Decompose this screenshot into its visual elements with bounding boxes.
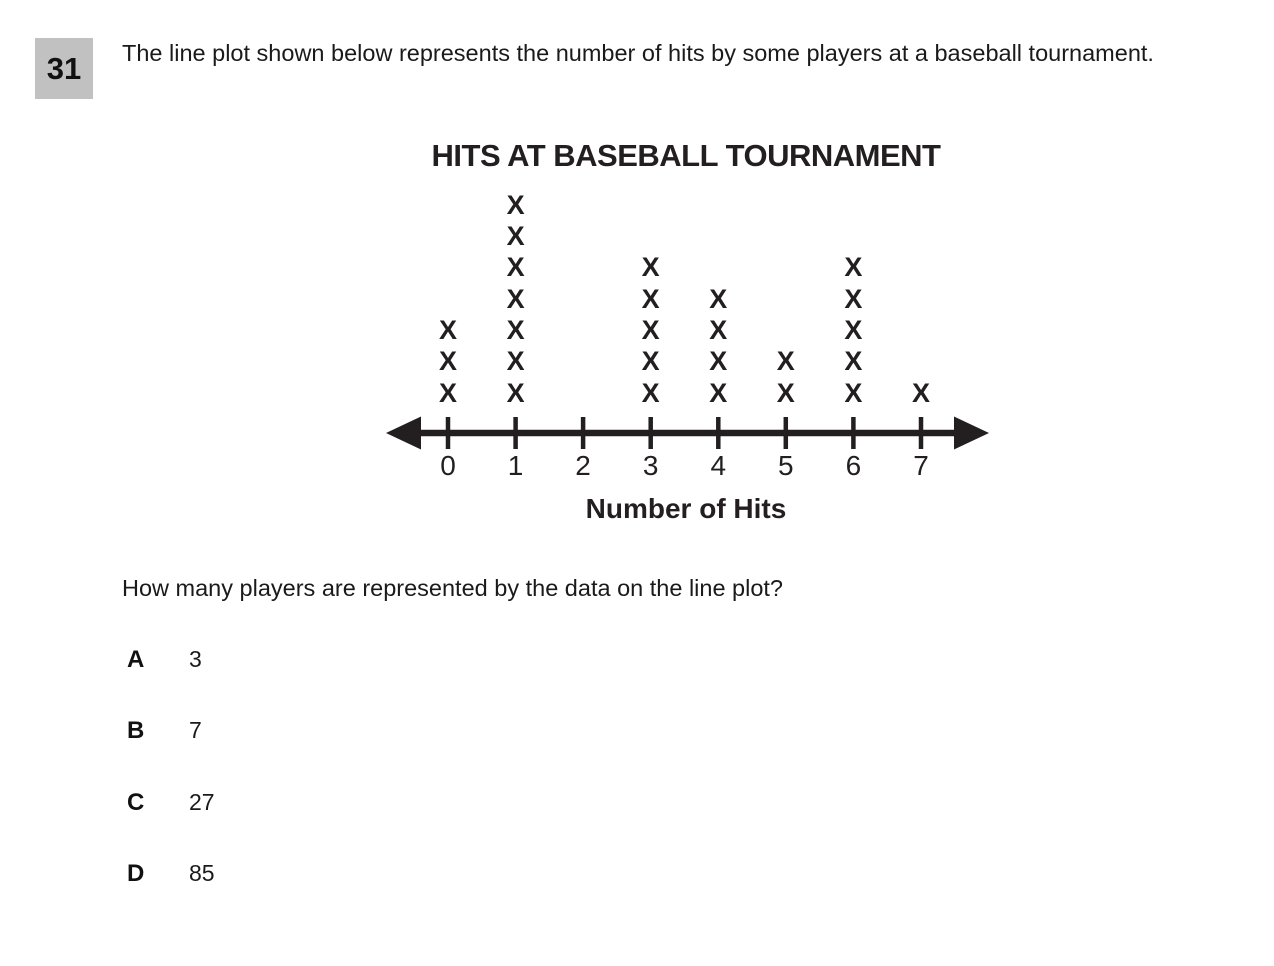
tick-label: 5 bbox=[778, 450, 794, 481]
option-value: 3 bbox=[189, 646, 202, 672]
tick-label: 1 bbox=[507, 450, 524, 481]
x-mark: X bbox=[911, 377, 930, 408]
x-mark: X bbox=[641, 346, 660, 377]
x-mark: X bbox=[506, 314, 525, 345]
x-mark: X bbox=[844, 346, 863, 377]
x-mark: X bbox=[641, 283, 660, 314]
x-mark: X bbox=[641, 252, 660, 283]
left-arrowhead bbox=[386, 417, 421, 450]
option-row-b bbox=[127, 716, 202, 746]
x-mark: X bbox=[506, 283, 525, 314]
chart-title: HITS AT BASEBALL TOURNAMENT bbox=[431, 138, 941, 173]
x-mark: X bbox=[438, 314, 457, 345]
option-row-d bbox=[127, 859, 215, 889]
x-axis-label: Number of Hits bbox=[585, 493, 787, 524]
question-number: 31 bbox=[46, 50, 82, 86]
option-letter: C bbox=[127, 788, 145, 816]
x-mark: X bbox=[438, 377, 457, 408]
x-mark: X bbox=[844, 377, 863, 408]
x-mark: X bbox=[506, 221, 525, 251]
option-letter: D bbox=[127, 859, 145, 887]
tick-label: 3 bbox=[642, 450, 659, 481]
x-mark: X bbox=[709, 346, 728, 377]
right-arrowhead bbox=[954, 417, 989, 450]
x-mark: X bbox=[641, 314, 660, 345]
option-letter: B bbox=[127, 717, 145, 745]
option-row-a bbox=[127, 645, 202, 675]
option-row-c bbox=[127, 788, 215, 818]
question-prompt: The line plot shown below represents the number of hits by some players at a baseball tournament. bbox=[122, 40, 1154, 66]
x-mark: X bbox=[709, 377, 728, 408]
x-mark: X bbox=[844, 283, 863, 314]
option-value: 7 bbox=[189, 717, 202, 744]
question-number-box bbox=[35, 38, 93, 99]
x-mark: X bbox=[844, 252, 863, 283]
option-value: 85 bbox=[189, 859, 215, 886]
x-mark: X bbox=[438, 346, 457, 377]
tick-label: 6 bbox=[845, 450, 862, 481]
tick-label: 2 bbox=[575, 450, 591, 481]
tick-label: 0 bbox=[440, 450, 456, 481]
tick-label: 7 bbox=[913, 450, 929, 481]
x-mark: X bbox=[709, 283, 728, 314]
option-value: 27 bbox=[189, 788, 215, 815]
x-mark: X bbox=[641, 377, 660, 408]
question-stem: How many players are represented by the data on the line plot? bbox=[122, 575, 784, 601]
x-mark: X bbox=[506, 346, 525, 377]
x-mark: X bbox=[506, 189, 525, 220]
option-letter: A bbox=[127, 646, 145, 673]
x-mark: X bbox=[844, 314, 863, 345]
x-mark: X bbox=[776, 377, 795, 408]
tick-label: 4 bbox=[710, 450, 727, 481]
x-mark: X bbox=[709, 314, 728, 345]
x-mark: X bbox=[776, 346, 795, 377]
x-mark: X bbox=[506, 252, 525, 283]
x-mark: X bbox=[506, 377, 525, 408]
